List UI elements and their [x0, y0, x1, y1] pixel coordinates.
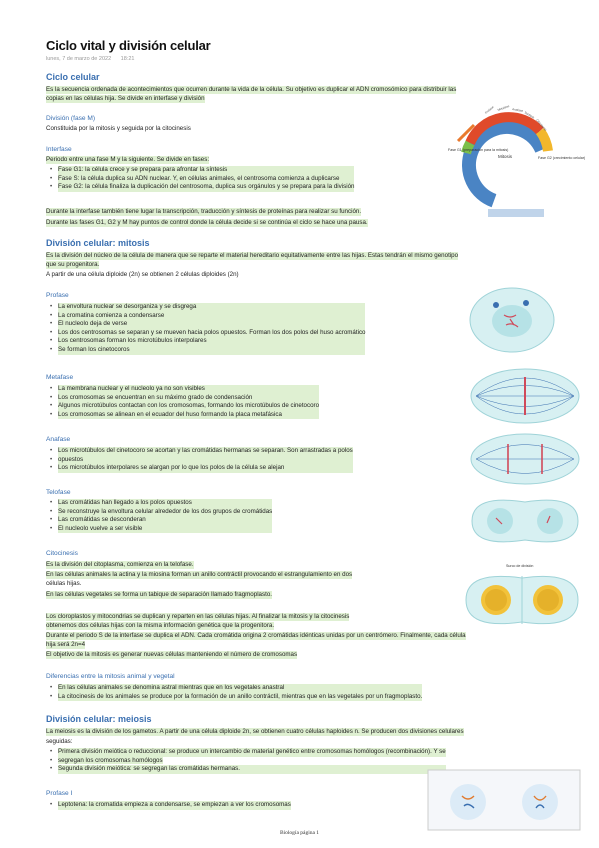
- list-item: • Los microtúbulos interpolares se alargan por lo que los polos de la célula se alejan: [58, 464, 353, 473]
- citocinesis-text-2: En las células animales la actina y la miosina forman un anillo contráctil provocando el estrangulamiento en dos: [46, 571, 353, 578]
- citocinesis-text-1: Es la división del citoplasma, comienza en la telofase.: [46, 561, 194, 568]
- list-item: • Algunos microtúbulos contactan con los cromosomas, formando los microtúbulos de cinetocoro: [58, 402, 319, 411]
- telofase-list: [58, 499, 272, 533]
- list-item-continued: [58, 757, 446, 766]
- profase-i-list: [58, 801, 291, 810]
- list-item: • Los centrosomas forman los microtúbulos interpolares: [58, 337, 365, 346]
- profase-cell-image: [466, 285, 558, 355]
- list-item: • Se forman los cinetocoros: [58, 346, 365, 355]
- list-item: • El nucleolo deja de verse: [58, 320, 365, 329]
- list-item: • Los dos centrosomas se separan y se mueven hacia polos opuestos. Forman los dos polos del huso acromático: [58, 329, 365, 338]
- mitosis-extra-4: hija será 2n=4: [46, 641, 86, 648]
- label-fase-g2: Fase G2 (crecimiento celular): [538, 156, 586, 160]
- list-item: • Los cromosomas se encuentran en su máximo grado de condensación: [58, 394, 319, 403]
- page-date: [46, 56, 142, 62]
- list-item: • Los cromosomas se alinean en el ecuador del huso formando la placa metafásica: [58, 411, 319, 420]
- label-anafase: Anafase: [511, 107, 524, 113]
- anafase-cell-image: [466, 430, 584, 488]
- metafase-cell-image: [466, 365, 584, 427]
- list-item: • Se reconstruye la envoltura celular alrededor de los dos grupos de cromátidas: [58, 508, 272, 517]
- list-item: • Las cromátidas han llegado a los polos opuestos: [58, 499, 272, 508]
- citocinesis-text-4: En las células vegetales se forma un tabique de separación llamado fragmoplasto.: [46, 591, 272, 598]
- mitosis-text-3: A partir de una célula diploide (2n) se obtienen 2 células diploides (2n): [46, 271, 239, 278]
- interfase-text: Periodo entre una fase M y la siguiente. Se divide en fases:: [46, 156, 210, 163]
- heading-ciclo-celular: Ciclo celular: [46, 72, 100, 82]
- list-item: • Fase S: la célula duplica su ADN nuclear. Y, en células animales, el centrosoma comienza a duplicarse: [58, 175, 354, 184]
- mitosis-extra-1: Los cloroplastos y mitocondrias se duplican y reparten en las células hijas. Al finalizar la mitosis y la citocinesis: [46, 613, 350, 620]
- list-item: • Fase G1: la célula crece y se prepara para afrontar la síntesis: [58, 166, 354, 175]
- label-fase-s: Fase S (síntesis de ADN): [490, 212, 533, 216]
- list-item: • opuestos: [58, 456, 353, 465]
- list-item: • Las cromátidas se desconderan: [58, 516, 272, 525]
- label-citocinesis: Citocinesis: [535, 118, 548, 132]
- meiosis-text-1: La meiosis es la división de los gametos. A partir de una célula diploide 2n, se obtienen cuatro células haploides n. Se producen dos divisiones celulares: [46, 728, 464, 735]
- label-telofase: Telofase: [523, 110, 536, 120]
- heading-diferencias: Diferencias entre la mitosis animal y vegetal: [46, 673, 175, 680]
- mitosis-extra-2: obtenemos dos células hijas con la misma información genética que la progenitora.: [46, 622, 275, 629]
- list-item: • La membrana nuclear y el nucleolo ya no son visibles: [58, 385, 319, 394]
- heading-meiosis: División celular: meiosis: [46, 714, 152, 724]
- heading-mitosis: División celular: mitosis: [46, 238, 150, 248]
- list-item: • Primera división meiótica o reduccional: se produce un intercambio de material genético entre cromosomas homólogos (recombinación). Y se: [58, 748, 446, 757]
- date-day: lunes, 7 de marzo de 2022: [46, 56, 112, 62]
- list-item-continued-text: segregan los cromosomas homólogos: [58, 756, 163, 764]
- date-time: 18:21: [120, 56, 135, 62]
- list-item: • La envoltura nuclear se desorganiza y se disgrega: [58, 303, 365, 312]
- label-interfase: Interfase: [496, 191, 513, 196]
- label-profase: Profase: [484, 105, 495, 115]
- heading-profase: Profase: [46, 292, 69, 299]
- list-item: • El nucleolo vuelve a ser visible: [58, 525, 272, 534]
- metafase-list: [58, 385, 319, 419]
- list-item: • En las células animales se denomina astral mientras que en los vegetales anastral: [58, 684, 422, 693]
- interfase-list: [58, 166, 354, 192]
- interfase-detail-1: Durante la interfase también tiene lugar la transcripción, traducción y síntesis de proteínas para realizar su función.: [46, 208, 362, 215]
- ciclo-text-1: Es la secuencia ordenada de acontecimientos que ocurren durante la vida de la célula. Su objetivo es duplicar el ADN cromosómico para distribuir las: [46, 86, 457, 93]
- heading-citocinesis: Citocinesis: [46, 550, 78, 557]
- ciclo-text-2: copias en las células hija. Se divide en interfase y división: [46, 95, 205, 102]
- heading-anafase: Anafase: [46, 436, 71, 443]
- list-item: • La cromatina comienza a condensarse: [58, 312, 365, 321]
- heading-profase-i: Profase I: [46, 790, 73, 797]
- page-footer: Biología página 1: [279, 830, 320, 836]
- fase-m-text: Constituida por la mitosis y seguida por la citocinesis: [46, 125, 191, 132]
- diferencias-list: [58, 684, 422, 701]
- label-fase-g1: Fase G1 (preparación para la mitosis): [448, 148, 509, 152]
- heading-telofase: Telofase: [46, 489, 71, 496]
- label-metafase: Metafase: [496, 103, 510, 112]
- cell-cycle-diagram: [440, 103, 586, 221]
- heading-division-fase-m: División (fase M): [46, 115, 96, 122]
- list-item: • Leptotena: la cromatida empieza a condensarse, se empiezan a ver los cromosomas: [58, 801, 291, 810]
- citocinesis-cell-image: [462, 558, 584, 634]
- mitosis-extra-5: El objetivo de la mitosis es generar nuevas células manteniendo el número de cromosomas: [46, 651, 298, 658]
- list-item: • La citocinesis de los animales se produce por la formación de un anillo contráctil, mientras que en las vegetales por un fragmoplasto.: [58, 693, 422, 702]
- meiosis-list: [58, 748, 446, 774]
- list-item: • Fase G2: la célula finaliza la duplicación del centrosoma, duplica sus orgánulos y se prepara para la división: [58, 183, 354, 192]
- interfase-detail-2: Durante las fases G1, G2 y M hay puntos de control donde la célula decide si se continúa el ciclo se hace una pausa.: [46, 219, 368, 226]
- mitosis-extra-3: Durante el periodo S de la interfase se duplica el ADN. Cada cromátida origina 2 cromátidas idénticas unidas por un centrómero. Finalmente, cada célula: [46, 632, 466, 639]
- meiosis-text-2: seguidas:: [46, 738, 73, 745]
- anafase-list: [58, 447, 353, 473]
- label-mitosis: Mitosis: [498, 154, 513, 159]
- heading-metafase: Metafase: [46, 374, 74, 381]
- list-item: • Segunda división meiótica: se segregan las cromátidas hermanas.: [58, 765, 446, 774]
- mitosis-text-1: Es la división del núcleo de la célula de manera que se reparte el material hereditario equitativamente entre las hijas. Estas tendrán el mismo genotipo: [46, 252, 459, 259]
- label-surco-division: Surco de división: [506, 564, 534, 568]
- heading-interfase: Interfase: [46, 146, 72, 153]
- meiosis-profase-image: [428, 770, 580, 830]
- telofase-cell-image: [466, 490, 584, 552]
- mitosis-text-2: que su progenitora.: [46, 261, 100, 268]
- list-item: • Los microtúbulos del cinetocoro se acortan y las cromátidas hermanas se separan. Son arrastradas a polos: [58, 447, 353, 456]
- page-title: Ciclo vital y división celular: [46, 38, 211, 53]
- citocinesis-text-3: células hijas.: [46, 580, 82, 587]
- profase-list: [58, 303, 365, 355]
